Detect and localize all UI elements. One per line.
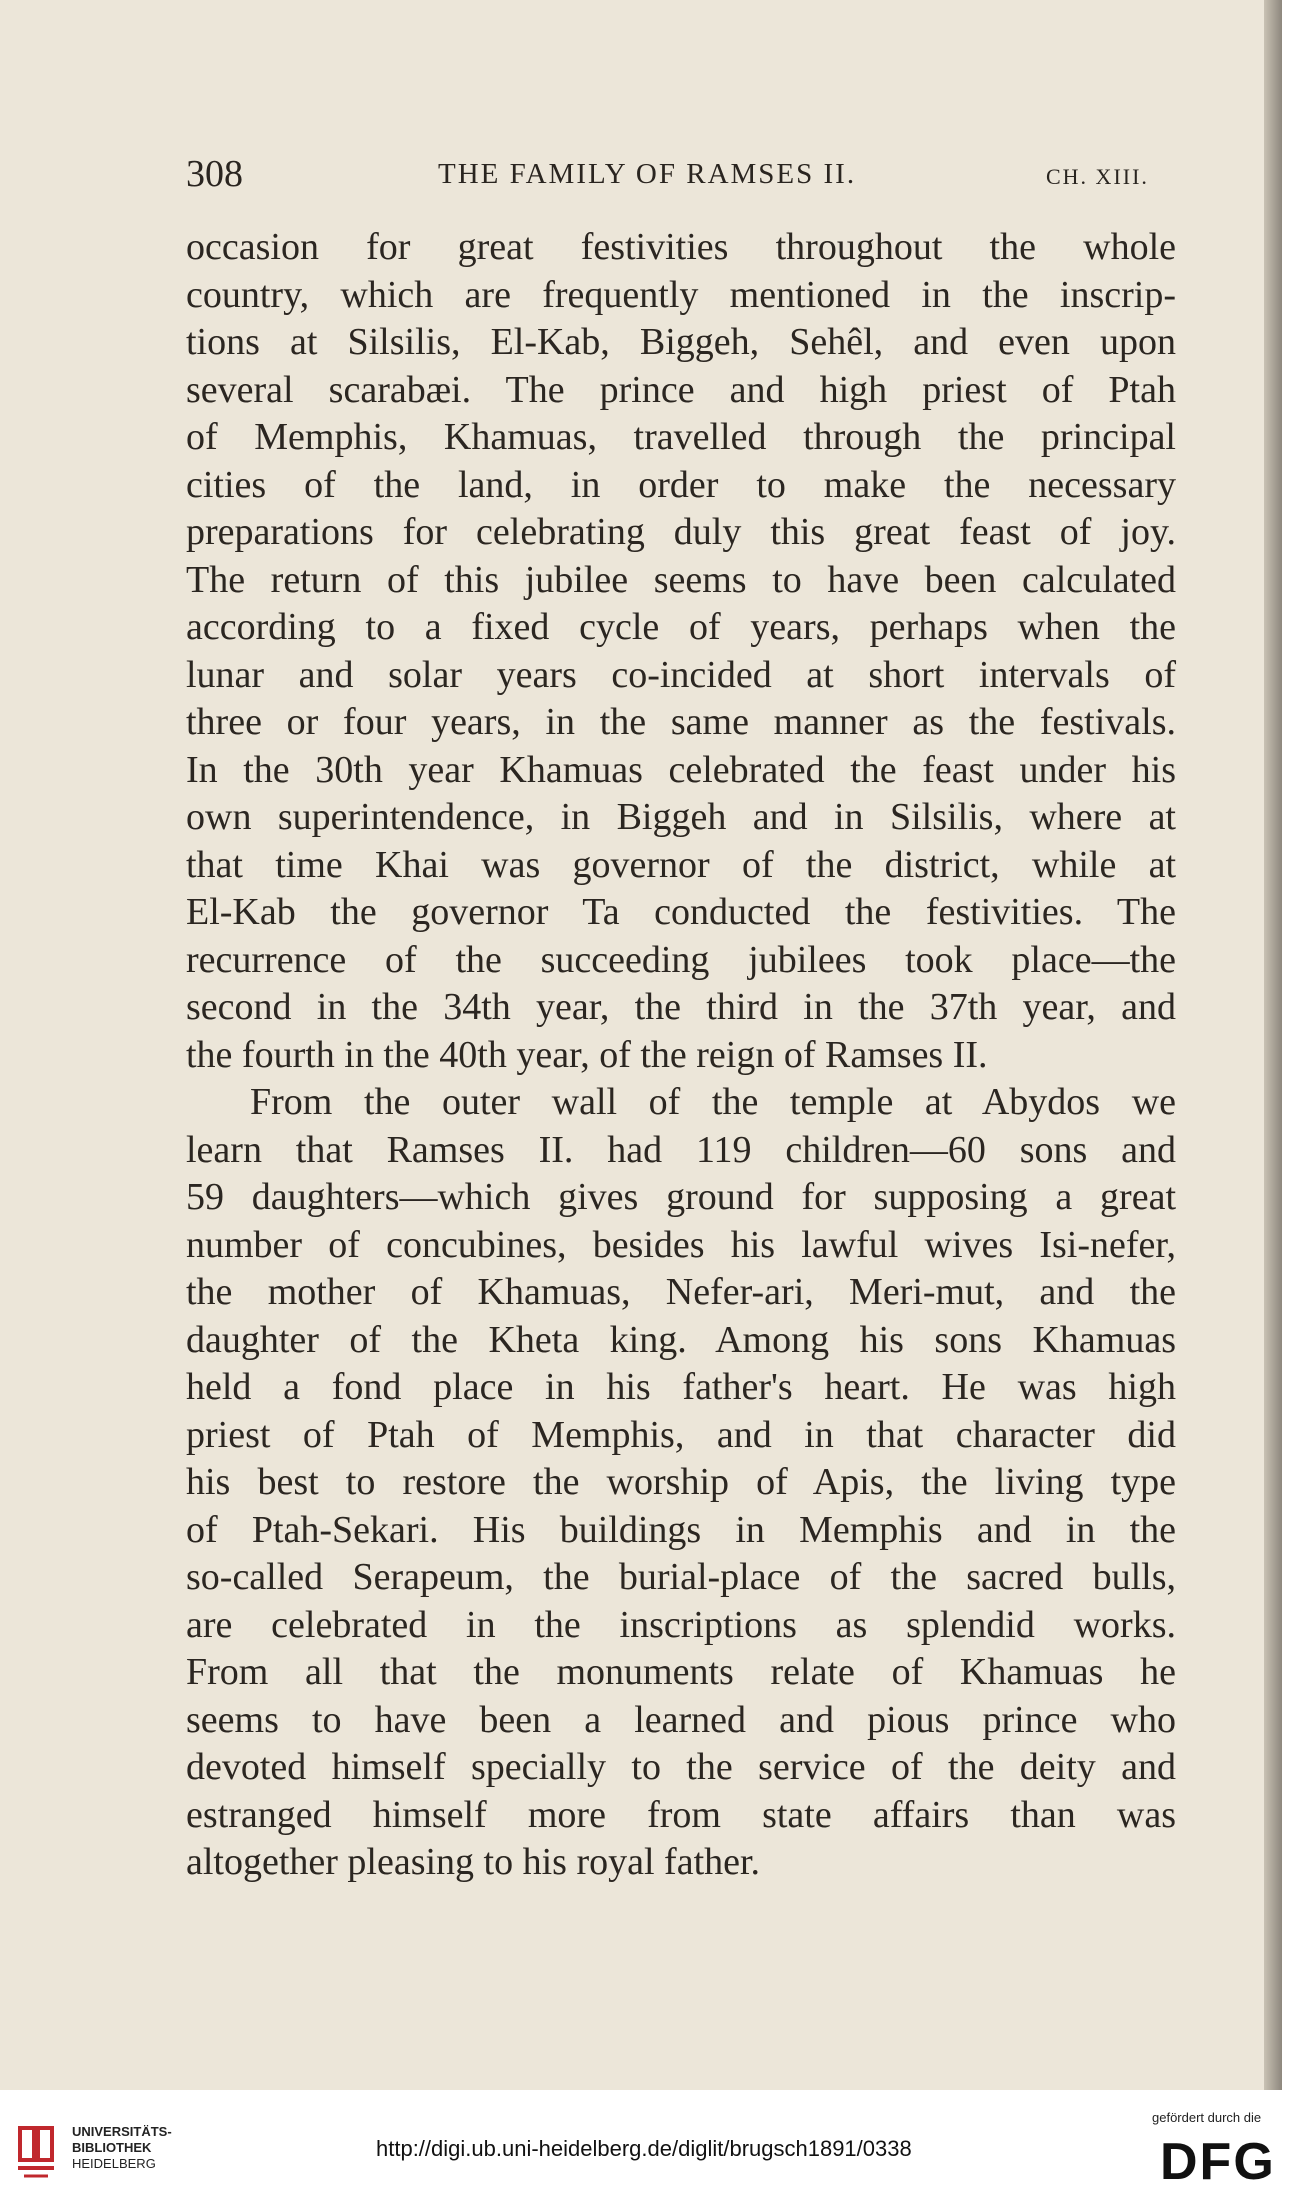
text-line: lunar and solar years co-incided at short intervals of xyxy=(186,653,1176,696)
text-line: 59 daughters—which gives ground for supposing a great xyxy=(186,1176,1176,1218)
text-line: In the 30th year Khamuas celebrated the feast under his xyxy=(186,748,1176,791)
text-line: estranged himself more from state affairs than was xyxy=(186,1793,1176,1836)
text-line: cities of the land, in order to make the necessary xyxy=(186,463,1176,506)
text-line: number of concubines, besides his lawful wives Isi-nefer, xyxy=(186,1223,1176,1266)
text-line: priest of Ptah of Memphis, and in that character did xyxy=(186,1413,1176,1456)
text-line: own superintendence, in Biggeh and in Silsilis, where at xyxy=(186,796,1176,838)
text-line: From the outer wall of the temple at Abydos we xyxy=(250,1081,1176,1123)
text-line: daughter of the Kheta king. Among his sons Khamuas xyxy=(186,1318,1176,1361)
text-line: his best to restore the worship of Apis, the living type xyxy=(186,1461,1176,1503)
paragraph xyxy=(186,1079,1176,1887)
text-line: tions at Silsilis, El-Kab, Biggeh, Sehêl, and even upon xyxy=(186,321,1176,363)
text-line: according to a fixed cycle of years, perhaps when the xyxy=(186,606,1176,648)
running-head xyxy=(186,152,1186,196)
library-line: BIBLIOTHEK xyxy=(72,2140,152,2155)
text-line: of Ptah-Sekari. His buildings in Memphis and in the xyxy=(186,1508,1176,1551)
text-line: The return of this jubilee seems to have been calculated xyxy=(186,558,1176,601)
paragraph xyxy=(186,224,1176,1079)
text-line: From all that the monuments relate of Khamuas he xyxy=(186,1651,1176,1693)
text-line: El-Kab the governor Ta conducted the festivities. The xyxy=(186,891,1176,933)
running-title: THE FAMILY OF RAMSES II. xyxy=(438,158,857,190)
library-name xyxy=(72,2124,172,2172)
footer xyxy=(0,2090,1300,2200)
text-line: are celebrated in the inscriptions as splendid works. xyxy=(186,1603,1176,1646)
page-number: 308 xyxy=(186,153,243,195)
page-edge-shadow xyxy=(1264,0,1282,2090)
text-line: held a fond place in his father's heart. He was high xyxy=(186,1366,1176,1408)
dfg-logo: DFG xyxy=(1160,2133,1276,2191)
text-line: preparations for celebrating duly this great feast of joy. xyxy=(186,511,1176,553)
university-library-logo-icon xyxy=(14,2120,58,2184)
text-line: of Memphis, Khamuas, travelled through the principal xyxy=(186,416,1176,458)
chapter-label: CH. XIII. xyxy=(1046,164,1149,189)
text-line: so-called Serapeum, the burial-place of the sacred bulls, xyxy=(186,1556,1176,1598)
text-line: three or four years, in the same manner as the festivals. xyxy=(186,701,1176,743)
text-line: altogether pleasing to his royal father. xyxy=(186,1841,761,1883)
text-line: occasion for great festivities throughout the whole xyxy=(186,226,1176,268)
library-line: UNIVERSITÄTS- xyxy=(72,2124,172,2139)
text-line: second in the 34th year, the third in the 37th year, and xyxy=(186,986,1176,1028)
text-line: several scarabæi. The prince and high priest of Ptah xyxy=(186,368,1176,411)
text-line: seems to have been a learned and pious prince who xyxy=(186,1698,1176,1741)
text-line: devoted himself specially to the service of the deity and xyxy=(186,1746,1176,1788)
text-line: the fourth in the 40th year, of the reign of Ramses II. xyxy=(186,1033,988,1076)
text-line: recurrence of the succeeding jubilees took place—the xyxy=(186,938,1176,981)
source-url-link[interactable]: http://digi.ub.uni-heidelberg.de/diglit/brugsch1891/0338 xyxy=(376,2136,912,2161)
text-line: country, which are frequently mentioned in the inscrip- xyxy=(186,273,1176,316)
text-line: the mother of Khamuas, Nefer-ari, Meri-mut, and the xyxy=(186,1271,1176,1313)
funding-label: gefördert durch die xyxy=(1152,2110,1262,2125)
body-text xyxy=(186,224,1176,1887)
library-line: HEIDELBERG xyxy=(72,2156,156,2171)
text-line: learn that Ramses II. had 119 children—60 sons and xyxy=(186,1128,1176,1171)
text-line: that time Khai was governor of the district, while at xyxy=(186,843,1176,886)
